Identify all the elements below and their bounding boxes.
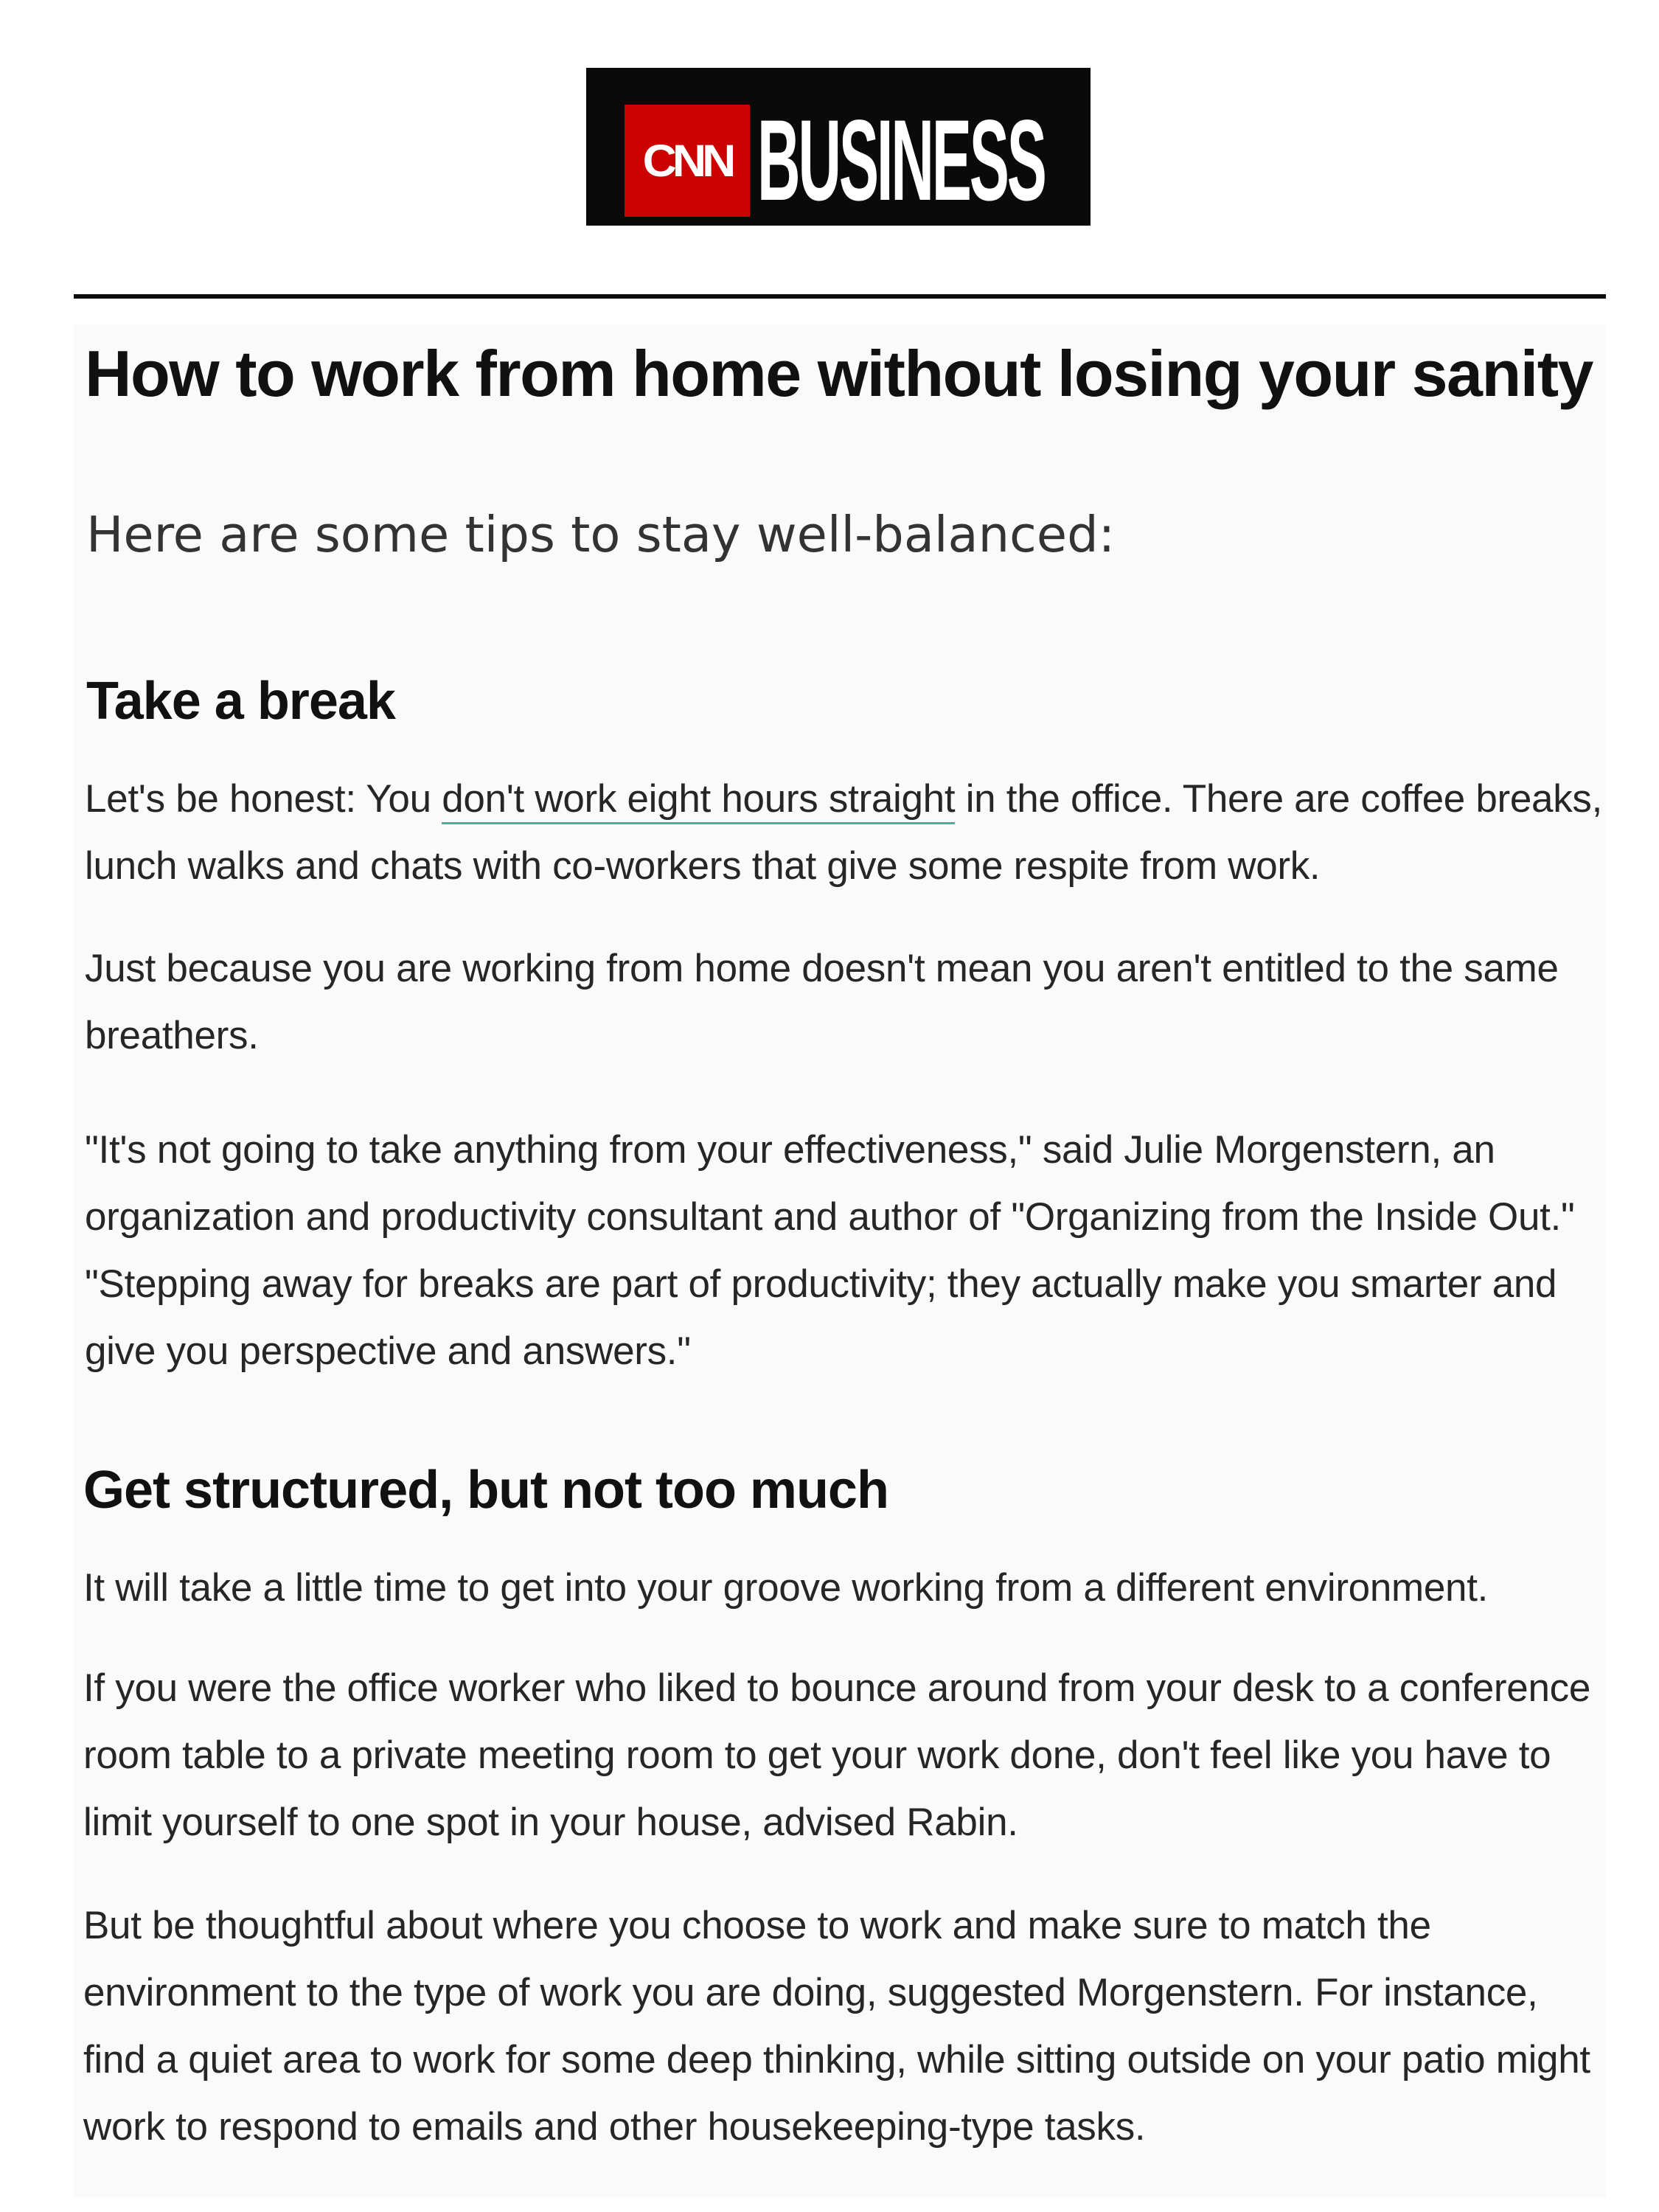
paragraph: [85, 765, 1604, 900]
paragraph: But be thoughtful about where you choose to work and make sure to match the environment to the type of work you are doing, suggested Morgenstern. For instance, find a quiet area to work for some deep thinking, while sitting outside on your patio might work to respond to emails and other housekeeping-type tasks.: [83, 1904, 1590, 2149]
cnn-logo-mark: [625, 105, 750, 217]
header-divider: [74, 294, 1606, 299]
paragraph: "It's not going to take anything from your effectiveness," said Julie Morgenstern, an organization and productivity consultant and author of "Organizing from the Inside Out." "Stepping away for breaks are part of productivity; they actually make you smarter and give you perspective and answers.": [85, 1128, 1575, 1373]
link-dont-work-eight-hours[interactable]: don't work eight hours straight: [442, 777, 955, 824]
section-title-take-a-break: Take a break: [86, 672, 395, 731]
section-title-get-structured: Get structured, but not too much: [83, 1461, 888, 1520]
article-subhead: Here are some tips to stay well-balanced:: [86, 506, 1116, 563]
paragraph: It will take a little time to get into your groove working from a different environment.: [83, 1566, 1489, 1610]
cnn-business-logo[interactable]: [586, 68, 1091, 226]
business-logo-text: BUSINESS: [757, 97, 1045, 225]
paragraph-text: in the office. There are coffee breaks, lunch walks and chats with co-workers that give some respite from work.: [85, 777, 1603, 888]
paragraph-text: Let's be honest: You: [85, 777, 442, 821]
paragraph: If you were the office worker who liked to bounce around from your desk to a conference room table to a private meeting room to get your work done, don't feel like you have to limit yourself to one spot in your house, advised Rabin.: [83, 1666, 1591, 1844]
article-headline: How to work from home without losing your sanity: [85, 337, 1593, 410]
paragraph: Just because you are working from home doesn't mean you aren't entitled to the same breathers.: [85, 947, 1559, 1057]
cnn-logo-text: CNN: [642, 135, 732, 187]
